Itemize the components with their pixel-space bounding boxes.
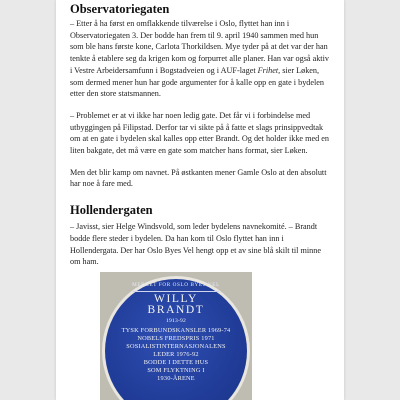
plaque-arc-text: MERKET FOR OSLO BYES VEL [132, 282, 220, 288]
article-page [56, 0, 344, 400]
plaque-years: 1913-92 [165, 318, 187, 324]
paragraph: Men det blir kamp om navnet. På østkanten mener Gamle Oslo at den absolutt har noe å fare med. [70, 167, 327, 189]
paragraph-text: – Etter å ha først en omflakkende tilværelse i Oslo, flyttet han inn i Observatoriegaten 3. Der bodde han frem til 9. april 1940 sammen med hun som ble hans første kone, Carlota Thorkildsen. Mye tyder på at det var der han tenkte å etablere seg da krigen kom og forpurret alle planer. Han var også aktiv i Vestre Arbeidersamfunn i Bogstadveien og i AUF-laget [70, 19, 329, 75]
plaque-line: TYSK FORBUNDSKANSLER 1969-74 [121, 327, 231, 334]
article-content [70, 2, 332, 268]
paragraph [70, 18, 332, 100]
plaque-photo [100, 272, 252, 400]
plaque-line: SOM FLYKTNING I [147, 367, 205, 374]
plaque-line: LEDER 1976-92 [153, 351, 199, 358]
paragraph-italic: Frihet [257, 65, 279, 75]
plaque-line: SOSIALISTINTERNASJONALENS [126, 343, 226, 350]
plaque-line: NOBELS FREDSPRIS 1971 [137, 335, 215, 342]
plaque-line: BODDE I DETTE HUS [143, 359, 209, 366]
paragraph: – Javisst, sier Helge Windsvold, som leder bydelens navnekomité. – Brandt bodde flere steder i bydelen. Da han kom til Oslo flyttet han inn i Hollendergata. Der har Oslo Byes Vel hengt opp et av sine blå skilt til minne om ham. [70, 222, 321, 267]
section-heading-hollendergaten: Hollendergaten [70, 203, 153, 218]
plaque-name-last: BRANDT [147, 304, 205, 316]
section-heading-observatoriegaten: Observatoriegaten [70, 2, 170, 16]
paragraph: – Problemet er at vi ikke har noen ledig gate. Det får vi i forbindelse med utbyggingen på Filipstad. Derfor tar vi sikte på å fatte et slags prinsippvedtak om at en gate i bydelen skal kalles opp etter Brandt. Og det holder ikke med en liten bakgate, det må være en gate som matcher hans format, sier Løken. [70, 110, 329, 156]
plaque-name-first: WILLY [154, 293, 198, 305]
plaque-line: 1930-ÅRENE [157, 375, 195, 382]
memorial-plaque [105, 279, 247, 400]
paragraph-text: , sier Løken, som dermed mener hun har gode argumenter for å kalle opp en gate i bydelen etter den store statsmannen. [70, 65, 325, 99]
plaque-rule [133, 291, 219, 292]
